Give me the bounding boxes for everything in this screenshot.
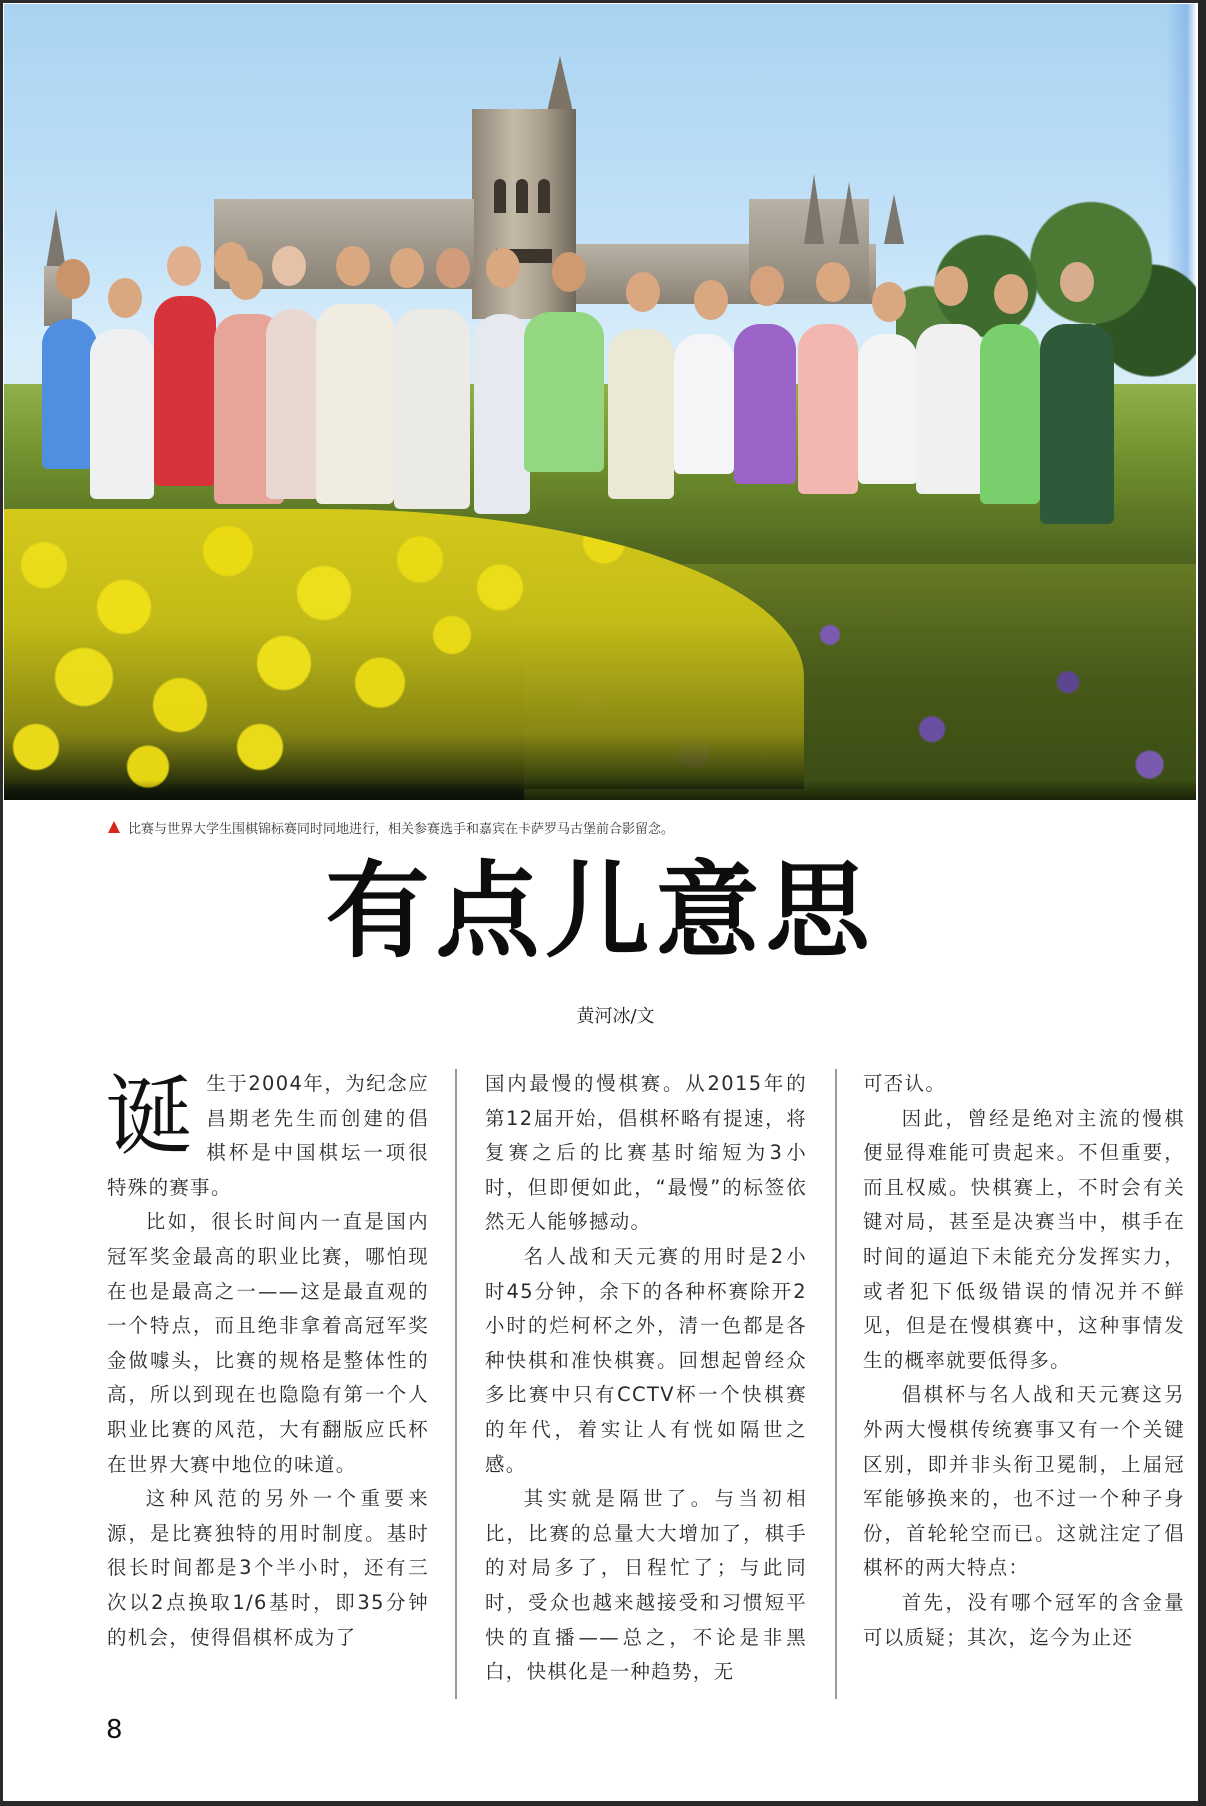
- column-divider: [455, 1069, 457, 1699]
- text-column-2: [485, 1067, 807, 1690]
- paragraph: 比如，很长时间内一直是国内冠军奖金最高的职业比赛，哪怕现在也是最高之一——这是最直观的一个特点，而且绝非拿着高冠军奖金做噱头，比赛的规格是整体性的高，所以到现在也隐隐有第一个人职业比赛的风范，大有翻版应氏杯在世界大赛中地位的味道。: [107, 1210, 429, 1476]
- group-of-people: [4, 254, 1196, 514]
- paragraph: 生于2004年，为纪念应昌期老先生而创建的倡棋杯是中国棋坛一项很特殊的赛事。: [107, 1072, 429, 1199]
- paragraph: 因此，曾经是绝对主流的慢棋便显得难能可贵起来。不但重要，而且权威。快棋赛上，不时会有关键对局，甚至是决赛当中，棋手在时间的逼迫下未能充分发挥实力，或者犯下低级错误的情况并不鲜见，但是在慢棋赛中，这种事情发生的概率就要低得多。: [863, 1106, 1185, 1372]
- paragraph: 首先，没有哪个冠军的含金量可以质疑；其次，迄今为止还: [863, 1590, 1185, 1649]
- group-photo: [4, 4, 1196, 800]
- paragraph: 其实就是隔世了。与当初相比，比赛的总量大大增加了，棋手的对局多了，日程忙了；与此同时，受众也越来越接受和习惯短平快的直播——总之，不论是非黑白，快棋化是一种趋势，无: [485, 1487, 807, 1684]
- photo-shadow: [4, 780, 1196, 800]
- magazine-page: [3, 3, 1198, 1801]
- caption-text: 比赛与世界大学生围棋锦标赛同时同地进行，相关参赛选手和嘉宾在卡萨罗马古堡前合影留念。: [128, 821, 675, 837]
- photo-caption: [108, 818, 674, 836]
- paragraph: 国内最慢的慢棋赛。从2015年的第12届开始，倡棋杯略有提速，将复赛之后的比赛基时缩短为3小时，但即便如此，“最慢”的标签依然无人能够撼动。: [485, 1072, 807, 1234]
- text-column-3: [863, 1067, 1185, 1655]
- column-divider: [835, 1069, 837, 1699]
- page-number: 8: [106, 1715, 123, 1745]
- paragraph: 这种风范的另外一个重要来源，是比赛独特的用时制度。基时很长时间都是3个半小时，还有三次以2点换取1/6基时，即35分钟的机会，使得倡棋杯成为了: [107, 1487, 429, 1649]
- paragraph: 名人战和天元赛的用时是2小时45分钟，余下的各种杯赛除开2小时的烂柯杯之外，清一色都是各种快棋和准快棋赛。回想起曾经众多比赛中只有CCTV杯一个快棋赛的年代，着实让人有恍如隔世之感。: [485, 1244, 807, 1476]
- caption-triangle-icon: [108, 821, 120, 833]
- paragraph: 倡棋杯与名人战和天元赛这另外两大慢棋传统赛事又有一个关键区别，即并非头衔卫冕制，上届冠军能够换来的，也不过一个种子身份，首轮轮空而已。这就注定了倡棋杯的两大特点：: [863, 1383, 1185, 1580]
- text-column-1: [107, 1067, 429, 1655]
- paragraph: 可否认。: [863, 1072, 947, 1095]
- article-title: 有点儿意思: [325, 850, 876, 972]
- tower-spire: [546, 56, 574, 116]
- page-scan-edge: [1198, 0, 1206, 1806]
- drop-cap: 诞: [105, 1065, 195, 1168]
- article-byline: 黄河冰/文: [576, 1006, 655, 1027]
